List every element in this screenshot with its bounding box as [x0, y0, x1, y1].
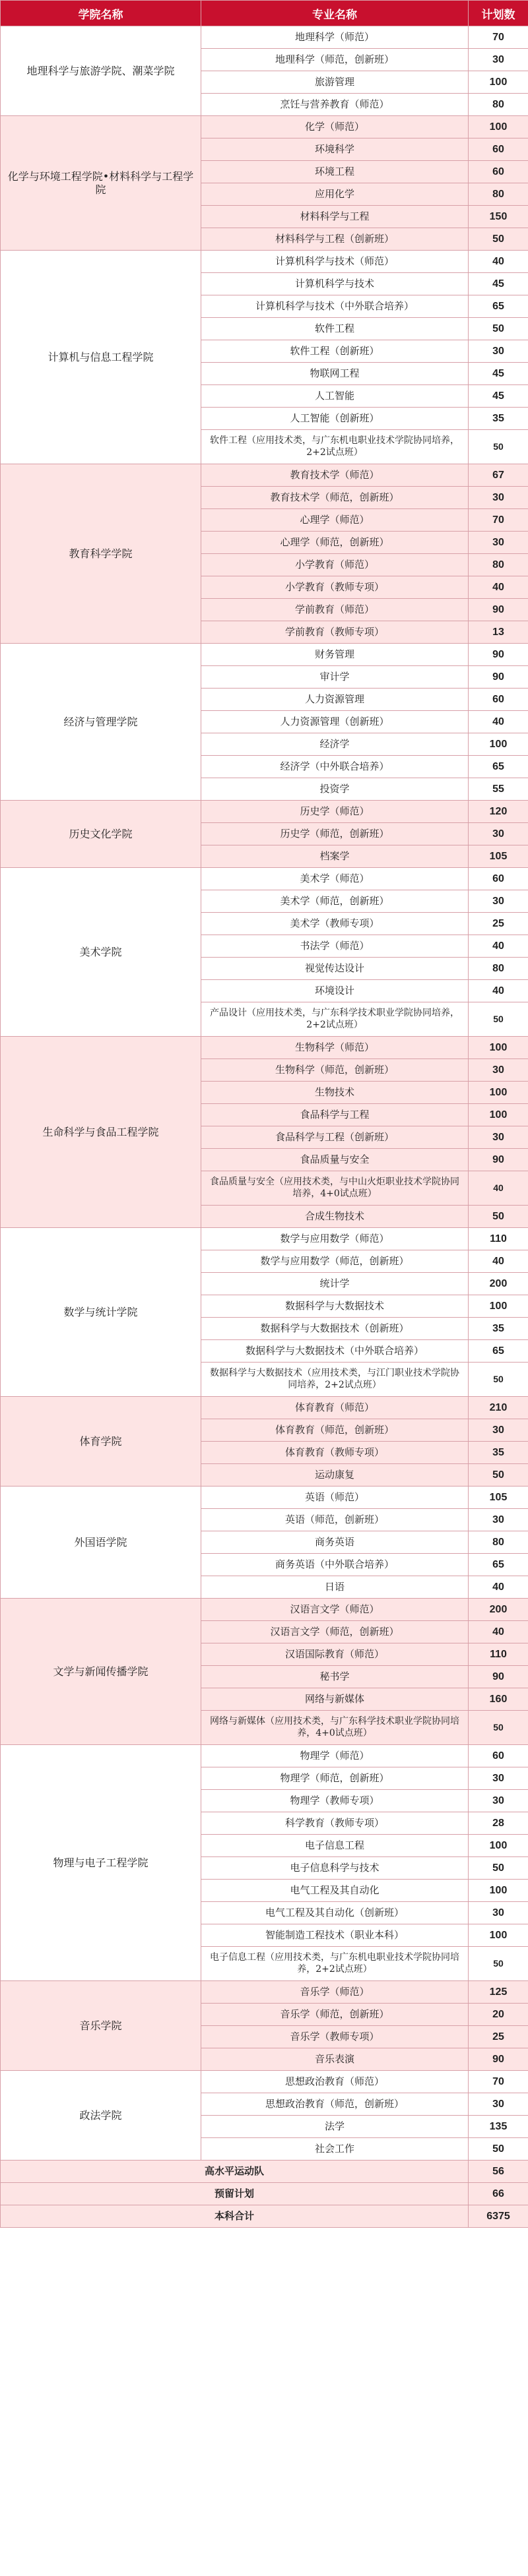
plan-count: 50 [469, 2138, 528, 2161]
table-row [1, 801, 528, 823]
major-name: 美术学（师范） [201, 868, 469, 890]
plan-count: 30 [469, 532, 528, 554]
major-name: 小学教育（教师专项） [201, 576, 469, 599]
major-name: 数学与应用数学（师范，创新班） [201, 1250, 469, 1273]
major-name: 旅游管理 [201, 71, 469, 94]
plan-count: 150 [469, 206, 528, 228]
table-row [1, 1745, 528, 1767]
plan-count: 100 [469, 1880, 528, 1902]
major-name: 环境设计 [201, 980, 469, 1002]
plan-count: 65 [469, 756, 528, 778]
plan-count: 60 [469, 1745, 528, 1767]
major-name: 视觉传达设计 [201, 958, 469, 980]
major-name: 地理科学（师范） [201, 26, 469, 49]
college-name: 音乐学院 [1, 1981, 201, 2071]
major-name: 应用化学 [201, 183, 469, 206]
plan-count: 60 [469, 689, 528, 711]
college-name: 美术学院 [1, 868, 201, 1037]
plan-count: 100 [469, 1295, 528, 1318]
table-row [1, 1228, 528, 1250]
plan-count: 100 [469, 1037, 528, 1059]
header-college: 学院名称 [1, 1, 201, 26]
table-row [1, 2071, 528, 2093]
plan-count: 30 [469, 1767, 528, 1790]
college-name: 物理与电子工程学院 [1, 1745, 201, 1981]
plan-count: 40 [469, 1250, 528, 1273]
plan-count: 45 [469, 363, 528, 385]
college-name: 文学与新闻传播学院 [1, 1599, 201, 1745]
major-name: 体育教育（师范） [201, 1397, 469, 1419]
major-name: 运动康复 [201, 1464, 469, 1487]
major-name: 汉语国际教育（师范） [201, 1643, 469, 1666]
major-name: 经济学（中外联合培养） [201, 756, 469, 778]
major-name: 音乐学（师范） [201, 1981, 469, 2004]
college-name: 外国语学院 [1, 1487, 201, 1599]
major-name: 商务英语（中外联合培养） [201, 1554, 469, 1576]
footer-label: 本科合计 [1, 2205, 469, 2228]
college-name: 体育学院 [1, 1397, 201, 1487]
major-name: 食品质量与安全（应用技术类，与中山火炬职业技术学院协同培养，4+0试点班） [201, 1171, 469, 1206]
major-name: 产品设计（应用技术类，与广东科学技术职业学院协同培养，2+2试点班） [201, 1002, 469, 1037]
major-name: 计算机科学与技术（中外联合培养） [201, 295, 469, 318]
major-name: 审计学 [201, 666, 469, 689]
header-row [1, 1, 528, 26]
major-name: 社会工作 [201, 2138, 469, 2161]
plan-count: 100 [469, 1835, 528, 1857]
major-name: 财务管理 [201, 644, 469, 666]
plan-count: 100 [469, 1924, 528, 1947]
major-name: 科学教育（教师专项） [201, 1812, 469, 1835]
plan-count: 30 [469, 487, 528, 509]
plan-count: 25 [469, 2026, 528, 2048]
plan-count: 50 [469, 1857, 528, 1880]
major-name: 电子信息工程 [201, 1835, 469, 1857]
major-name: 环境科学 [201, 138, 469, 161]
major-name: 物理学（师范，创新班） [201, 1767, 469, 1790]
plan-count: 30 [469, 1126, 528, 1149]
major-name: 教育技术学（师范） [201, 464, 469, 487]
plan-count: 110 [469, 1643, 528, 1666]
plan-count: 50 [469, 1206, 528, 1228]
major-name: 食品科学与工程（创新班） [201, 1126, 469, 1149]
header-major: 专业名称 [201, 1, 469, 26]
major-name: 经济学 [201, 733, 469, 756]
major-name: 教育技术学（师范，创新班） [201, 487, 469, 509]
plan-count: 30 [469, 2093, 528, 2116]
plan-count: 65 [469, 1554, 528, 1576]
plan-count: 90 [469, 1149, 528, 1171]
college-name: 经济与管理学院 [1, 644, 201, 801]
plan-count: 65 [469, 295, 528, 318]
major-name: 生物科学（师范，创新班） [201, 1059, 469, 1082]
major-name: 历史学（师范） [201, 801, 469, 823]
plan-count: 80 [469, 183, 528, 206]
college-name: 历史文化学院 [1, 801, 201, 868]
table-row [1, 1981, 528, 2004]
major-name: 材料科学与工程 [201, 206, 469, 228]
plan-count: 50 [469, 430, 528, 464]
major-name: 电子信息工程（应用技术类，与广东机电职业技术学院协同培养，2+2试点班） [201, 1947, 469, 1981]
major-name: 软件工程（应用技术类，与广东机电职业技术学院协同培养，2+2试点班） [201, 430, 469, 464]
major-name: 汉语言文学（师范，创新班） [201, 1621, 469, 1643]
plan-count: 35 [469, 1442, 528, 1464]
plan-count: 210 [469, 1397, 528, 1419]
major-name: 投资学 [201, 778, 469, 801]
major-name: 美术学（师范，创新班） [201, 890, 469, 913]
major-name: 学前教育（师范） [201, 599, 469, 621]
major-name: 生物技术 [201, 1082, 469, 1104]
plan-count: 200 [469, 1599, 528, 1621]
major-name: 档案学 [201, 845, 469, 868]
table-row [1, 251, 528, 273]
major-name: 数学与应用数学（师范） [201, 1228, 469, 1250]
plan-count: 80 [469, 1531, 528, 1554]
major-name: 法学 [201, 2116, 469, 2138]
plan-count: 30 [469, 1902, 528, 1924]
major-name: 计算机科学与技术 [201, 273, 469, 295]
plan-count: 40 [469, 1621, 528, 1643]
college-name: 地理科学与旅游学院、潮菜学院 [1, 26, 201, 116]
plan-count: 70 [469, 26, 528, 49]
major-name: 人力资源管理（创新班） [201, 711, 469, 733]
plan-count: 100 [469, 71, 528, 94]
footer-row [1, 2183, 528, 2205]
major-name: 化学（师范） [201, 116, 469, 138]
plan-count: 100 [469, 1082, 528, 1104]
header-plan: 计划数 [469, 1, 528, 26]
major-name: 秘书学 [201, 1666, 469, 1688]
table-row [1, 1397, 528, 1419]
major-name: 心理学（师范，创新班） [201, 532, 469, 554]
plan-count: 100 [469, 116, 528, 138]
major-name: 物理学（教师专项） [201, 1790, 469, 1812]
major-name: 商务英语 [201, 1531, 469, 1554]
major-name: 学前教育（教师专项） [201, 621, 469, 644]
plan-count: 90 [469, 599, 528, 621]
plan-count: 40 [469, 251, 528, 273]
table-row [1, 1599, 528, 1621]
major-name: 计算机科学与技术（师范） [201, 251, 469, 273]
plan-count: 30 [469, 1419, 528, 1442]
footer-row [1, 2205, 528, 2228]
major-name: 体育教育（教师专项） [201, 1442, 469, 1464]
plan-count: 90 [469, 644, 528, 666]
plan-count: 160 [469, 1688, 528, 1711]
college-name: 政法学院 [1, 2071, 201, 2161]
major-name: 数据科学与大数据技术（中外联合培养） [201, 1340, 469, 1363]
major-name: 汉语言文学（师范） [201, 1599, 469, 1621]
plan-count: 200 [469, 1273, 528, 1295]
table-row [1, 868, 528, 890]
plan-count: 55 [469, 778, 528, 801]
major-name: 统计学 [201, 1273, 469, 1295]
plan-count: 45 [469, 273, 528, 295]
major-name: 智能制造工程技术（职业本科） [201, 1924, 469, 1947]
major-name: 人工智能 [201, 385, 469, 408]
major-name: 合成生物技术 [201, 1206, 469, 1228]
plan-count: 20 [469, 2004, 528, 2026]
plan-count: 120 [469, 801, 528, 823]
major-name: 英语（师范，创新班） [201, 1509, 469, 1531]
plan-count: 80 [469, 94, 528, 116]
plan-count: 30 [469, 1059, 528, 1082]
major-name: 体育教育（师范，创新班） [201, 1419, 469, 1442]
college-name: 计算机与信息工程学院 [1, 251, 201, 464]
plan-count: 28 [469, 1812, 528, 1835]
plan-count: 135 [469, 2116, 528, 2138]
major-name: 地理科学（师范，创新班） [201, 49, 469, 71]
major-name: 生物科学（师范） [201, 1037, 469, 1059]
footer-label: 高水平运动队 [1, 2161, 469, 2183]
plan-count: 50 [469, 228, 528, 251]
plan-count: 40 [469, 935, 528, 958]
plan-count: 50 [469, 318, 528, 340]
table-row [1, 464, 528, 487]
college-name: 生命科学与食品工程学院 [1, 1037, 201, 1228]
plan-count: 40 [469, 711, 528, 733]
major-name: 书法学（师范） [201, 935, 469, 958]
major-name: 音乐学（教师专项） [201, 2026, 469, 2048]
plan-count: 60 [469, 868, 528, 890]
plan-count: 70 [469, 2071, 528, 2093]
major-name: 美术学（教师专项） [201, 913, 469, 935]
major-name: 人力资源管理 [201, 689, 469, 711]
major-name: 物联网工程 [201, 363, 469, 385]
major-name: 电气工程及其自动化（创新班） [201, 1902, 469, 1924]
plan-count: 60 [469, 138, 528, 161]
major-name: 电子信息科学与技术 [201, 1857, 469, 1880]
major-name: 数据科学与大数据技术 [201, 1295, 469, 1318]
plan-count: 100 [469, 733, 528, 756]
plan-count: 80 [469, 554, 528, 576]
table-row [1, 1487, 528, 1509]
table-row [1, 644, 528, 666]
plan-count: 40 [469, 1171, 528, 1206]
plan-count: 35 [469, 408, 528, 430]
major-name: 音乐学（师范，创新班） [201, 2004, 469, 2026]
college-name: 化学与环境工程学院•材料科学与工程学院 [1, 116, 201, 251]
plan-count: 30 [469, 49, 528, 71]
plan-count: 65 [469, 1340, 528, 1363]
major-name: 思想政治教育（师范，创新班） [201, 2093, 469, 2116]
plan-count: 105 [469, 1487, 528, 1509]
plan-count: 90 [469, 1666, 528, 1688]
footer-value: 6375 [469, 2205, 528, 2228]
plan-count: 40 [469, 1576, 528, 1599]
plan-count: 80 [469, 958, 528, 980]
plan-count: 50 [469, 1002, 528, 1037]
plan-count: 90 [469, 666, 528, 689]
plan-count: 125 [469, 1981, 528, 2004]
major-name: 网络与新媒体 [201, 1688, 469, 1711]
plan-count: 100 [469, 1104, 528, 1126]
major-name: 心理学（师范） [201, 509, 469, 532]
major-name: 数据科学与大数据技术（创新班） [201, 1318, 469, 1340]
college-name: 数学与统计学院 [1, 1228, 201, 1397]
plan-count: 40 [469, 576, 528, 599]
plan-count: 90 [469, 2048, 528, 2071]
major-name: 小学教育（师范） [201, 554, 469, 576]
table-row [1, 26, 528, 49]
plan-count: 30 [469, 890, 528, 913]
plan-count: 45 [469, 385, 528, 408]
plan-count: 35 [469, 1318, 528, 1340]
plan-count: 60 [469, 161, 528, 183]
footer-row [1, 2161, 528, 2183]
plan-count: 13 [469, 621, 528, 644]
major-name: 软件工程 [201, 318, 469, 340]
plan-count: 50 [469, 1464, 528, 1487]
major-name: 英语（师范） [201, 1487, 469, 1509]
plan-count: 70 [469, 509, 528, 532]
major-name: 历史学（师范，创新班） [201, 823, 469, 845]
plan-count: 40 [469, 980, 528, 1002]
college-name: 教育科学学院 [1, 464, 201, 644]
plan-count: 30 [469, 340, 528, 363]
plan-count: 67 [469, 464, 528, 487]
plan-count: 25 [469, 913, 528, 935]
major-name: 数据科学与大数据技术（应用技术类，与江门职业技术学院协同培养，2+2试点班） [201, 1363, 469, 1397]
plan-count: 30 [469, 1790, 528, 1812]
table-body [1, 26, 528, 2228]
major-name: 思想政治教育（师范） [201, 2071, 469, 2093]
plan-count: 105 [469, 845, 528, 868]
plan-count: 30 [469, 1509, 528, 1531]
plan-count: 30 [469, 823, 528, 845]
plan-count: 110 [469, 1228, 528, 1250]
major-name: 音乐表演 [201, 2048, 469, 2071]
plan-count: 50 [469, 1947, 528, 1981]
plan-count: 50 [469, 1363, 528, 1397]
table-row [1, 116, 528, 138]
major-name: 环境工程 [201, 161, 469, 183]
major-name: 烹饪与营养教育（师范） [201, 94, 469, 116]
major-name: 网络与新媒体（应用技术类，与广东科学技术职业学院协同培养，4+0试点班） [201, 1711, 469, 1745]
major-name: 电气工程及其自动化 [201, 1880, 469, 1902]
table-row [1, 1037, 528, 1059]
footer-label: 预留计划 [1, 2183, 469, 2205]
major-name: 日语 [201, 1576, 469, 1599]
footer-value: 56 [469, 2161, 528, 2183]
major-name: 软件工程（创新班） [201, 340, 469, 363]
major-name: 食品质量与安全 [201, 1149, 469, 1171]
major-name: 人工智能（创新班） [201, 408, 469, 430]
major-name: 材料科学与工程（创新班） [201, 228, 469, 251]
footer-value: 66 [469, 2183, 528, 2205]
major-name: 食品科学与工程 [201, 1104, 469, 1126]
major-name: 物理学（师范） [201, 1745, 469, 1767]
plan-count: 50 [469, 1711, 528, 1745]
